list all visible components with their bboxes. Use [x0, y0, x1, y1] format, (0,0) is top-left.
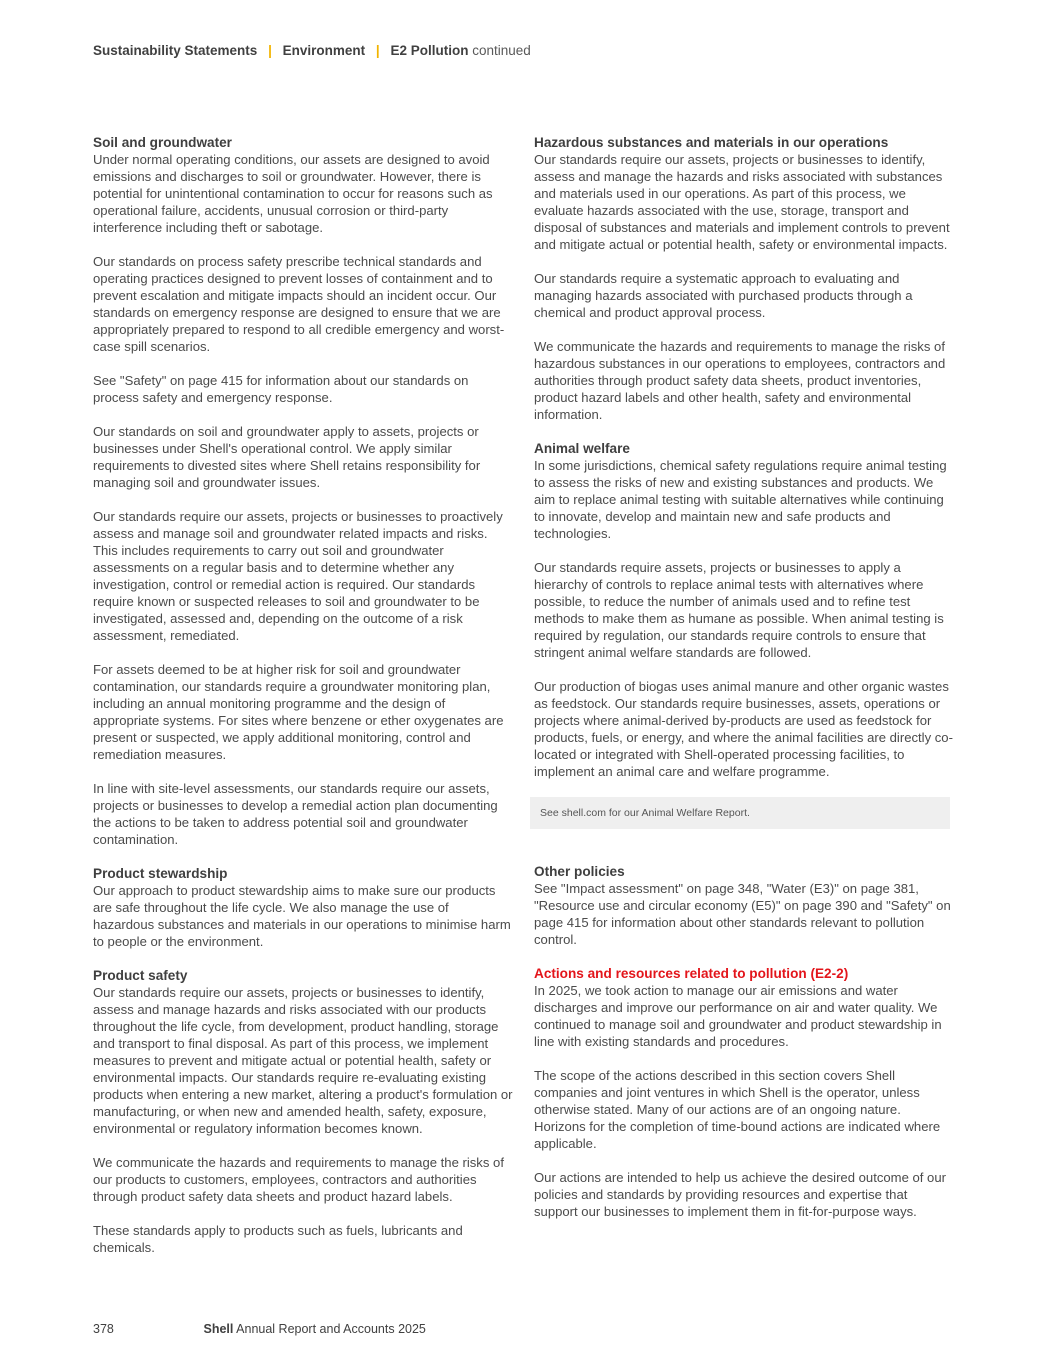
footer-report-title: Annual Report and Accounts 2025	[236, 1322, 426, 1336]
page-number: 378	[93, 1322, 114, 1336]
breadcrumb-sustainability: Sustainability Statements	[93, 43, 258, 58]
hazard-paragraph-2: Our standards require a systematic approach to evaluating and managing hazards associated with purchased products through a chemical and product approval process.	[534, 271, 913, 320]
product-safety-heading: Product safety	[93, 968, 188, 983]
actions-resources-heading: Actions and resources related to pollution (E2-2)	[534, 966, 849, 981]
breadcrumb-continued: continued	[472, 43, 531, 58]
soil-paragraph-7: In line with site-level assessments, our standards require our assets, projects or businesses to develop a remedial action plan documenting the actions to be taken to address potential soil and groundwater contamination.	[93, 781, 498, 847]
soil-paragraph-1: Under normal operating conditions, our assets are designed to avoid emissions and discharges to soil or groundwater. However, there is potential for unintentional contamination to occur for reasons such as operational failure, accidents, unusual corrosion or third-party interference including theft or sabotage.	[93, 152, 493, 235]
soil-paragraph-3: See "Safety" on page 415 for information about our standards on process safety and emergency response.	[93, 373, 469, 405]
safety-paragraph-2: We communicate the hazards and requirements to manage the risks of our products to customers, employees, contractors and authorities through product safety data sheets and product hazard labels.	[93, 1155, 504, 1204]
left-column	[93, 134, 513, 1273]
other-policies-paragraph: See "Impact assessment" on page 348, "Water (E3)" on page 381, "Resource use and circular economy (E5)" on page 390 and "Safety" on page 415 for information about other standards relevant to pollution control.	[534, 881, 951, 947]
right-column	[534, 134, 954, 1237]
actions-paragraph-1: In 2025, we took action to manage our air emissions and water discharges and improve our performance on air and water quality. We continued to manage soil and groundwater and product stewardship in line with existing standards and procedures.	[534, 983, 942, 1049]
soil-paragraph-6: For assets deemed to be at higher risk for soil and groundwater contamination, our standards require a groundwater monitoring plan, including an annual monitoring programme and the design of appropriate systems. For sites where benzene or ether oxygenates are present or suspected, we apply additional monitoring, control and remediation measures.	[93, 662, 504, 762]
breadcrumb	[93, 42, 531, 60]
hazard-paragraph-1: Our standards require our assets, projects or businesses to identify, assess and manage the hazards and risks associated with substances and materials used in our operations. As part of this process, we evaluate hazards associated with the use, storage, transport and disposal of substances and materials and implement controls to prevent and mitigate actual or potential health, safety or environmental impacts.	[534, 152, 950, 252]
page-footer	[93, 1322, 426, 1336]
animal-paragraph-1: In some jurisdictions, chemical safety regulations require animal testing to assess the risks of new and existing substances and products. We aim to replace animal testing with suitable alternatives while continuing to innovate, develop and maintain new and safe products and technologies.	[534, 458, 947, 541]
soil-paragraph-2: Our standards on process safety prescribe technical standards and operating practices designed to prevent losses of containment and to prevent escalation and mitigate impacts should an incident occur. Our standards on emergency response are designed to ensure that we are appropriately prepared to respond to all credible emergency and worst-case spill scenarios.	[93, 254, 505, 354]
hazardous-substances-heading: Hazardous substances and materials in our operations	[534, 135, 889, 150]
animal-welfare-report-note: See shell.com for our Animal Welfare Report.	[530, 797, 950, 829]
animal-paragraph-2: Our standards require assets, projects or businesses to apply a hierarchy of controls to replace animal tests with alternatives where possible, to reduce the number of animals used and to refine test methods to make them as humane as possible. When animal testing is required by regulation, our standards require controls to ensure that stringent animal welfare standards are followed.	[534, 560, 944, 660]
soil-groundwater-heading: Soil and groundwater	[93, 135, 232, 150]
breadcrumb-e2-pollution: E2 Pollution	[390, 43, 469, 58]
actions-paragraph-2: The scope of the actions described in this section covers Shell companies and joint ventures in which Shell is the operator, unless otherwise stated. Many of our actions are of an ongoing nature. Horizons for the completion of time-bound actions are indicated where applicable.	[534, 1068, 941, 1151]
breadcrumb-separator: |	[375, 43, 380, 58]
footer-brand: Shell	[203, 1322, 234, 1336]
animal-welfare-heading: Animal welfare	[534, 441, 630, 456]
soil-paragraph-4: Our standards on soil and groundwater apply to assets, projects or businesses under Shell's operational control. We apply similar requirements to divested sites where Shell retains responsibility for managing soil and groundwater issues.	[93, 424, 481, 490]
breadcrumb-environment: Environment	[282, 43, 366, 58]
safety-paragraph-1: Our standards require our assets, projects or businesses to identify, assess and manage hazards and risks associated with our products throughout the life cycle, from development, product handling, storage and transport to final disposal. As part of this process, we implement measures to prevent and mitigate actual or potential health, safety or environmental impacts. Our standards require re-evaluating existing products when entering a new market, altering a product's formulation or manufacturing, or when new and amended health, safety, exposure, environmental or regulatory information becomes known.	[93, 985, 513, 1136]
other-policies-heading: Other policies	[534, 864, 625, 879]
actions-paragraph-3: Our actions are intended to help us achieve the desired outcome of our policies and standards by providing resources and expertise that support our businesses to implement them in fit-for-purpose ways.	[534, 1170, 946, 1219]
stewardship-paragraph-1: Our approach to product stewardship aims to make sure our products are safe throughout the life cycle. We also manage the use of hazardous substances and materials in our operations to minimise harm to people or the environment.	[93, 883, 511, 949]
soil-paragraph-5: Our standards require our assets, projects or businesses to proactively assess and manage soil and groundwater related impacts and risks. This includes requirements to carry out soil and groundwater assessments on a regular basis and to determine whether any investigation, control or remedial action is required. Our standards require known or suspected releases to soil and groundwater to be investigated, assessed and, depending on the outcome of a risk assessment, remediated.	[93, 509, 503, 643]
safety-paragraph-3: These standards apply to products such as fuels, lubricants and chemicals.	[93, 1223, 463, 1255]
hazard-paragraph-3: We communicate the hazards and requirements to manage the risks of hazardous substances in our operations to employees, contractors and authorities through product safety data sheets, product inventories, product hazard labels and other health, safety and environmental information.	[534, 339, 946, 422]
product-stewardship-heading: Product stewardship	[93, 866, 228, 881]
breadcrumb-separator: |	[268, 43, 272, 58]
animal-paragraph-3: Our production of biogas uses animal manure and other organic wastes as feedstock. Our standards require businesses, assets, operations or projects where animal-derived by-products are used as feedstock for products, fuels, or energy, and where the animal facilities are directly co-located or integrated with Shell-operated processing facilities, to implement an animal care and welfare programme.	[534, 679, 953, 779]
